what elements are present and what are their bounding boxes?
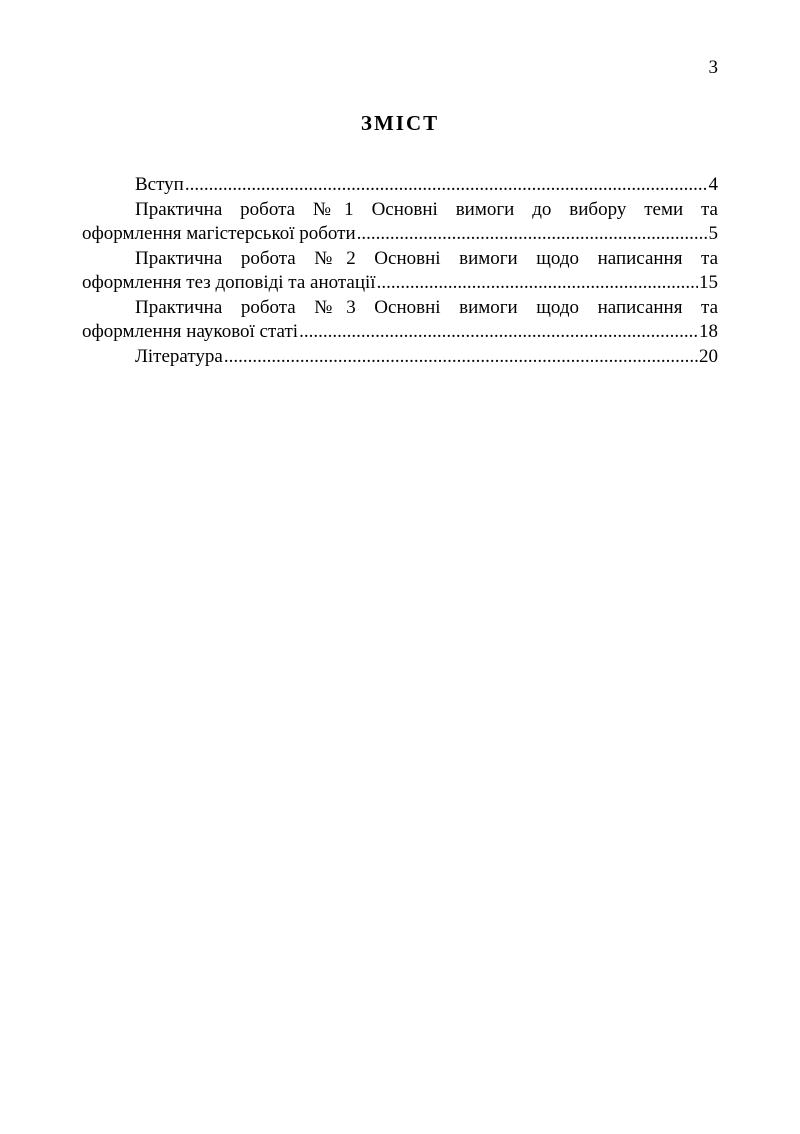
toc-entry-introduction[interactable] [82,173,718,198]
toc-entry-practical-1[interactable] [82,198,718,247]
toc-page-number: 15 [699,272,718,293]
dot-leader [185,173,708,198]
table-of-contents [82,173,718,369]
dot-leader [299,320,698,345]
toc-entry-title-line-2: оформлення тез доповіді та анотації [82,272,376,293]
toc-line [82,320,718,345]
toc-entry-practical-2[interactable] [82,247,718,296]
toc-entry-title-line-2: оформлення наукової статі [82,321,299,342]
toc-entry-title-line-1: Практична робота №1 Основні вимоги до вибору теми та [135,198,718,220]
toc-page-number: 5 [708,223,718,244]
toc-entry-title-line-1: Практична робота №2 Основні вимоги щодо написання та [135,247,718,269]
toc-line [82,173,718,198]
toc-entry-title-line-2: оформлення магістерської роботи [82,223,356,244]
toc-entry-title: Вступ [135,174,184,195]
toc-page-number: 18 [699,321,718,342]
toc-line [82,345,718,370]
dot-leader [357,222,708,247]
toc-page-number: 4 [708,174,718,195]
dot-leader [224,345,698,370]
dot-leader [377,271,698,296]
toc-entry-literature[interactable] [82,345,718,370]
toc-entry-practical-3[interactable] [82,296,718,345]
toc-page-number: 20 [699,345,718,367]
toc-line [82,222,718,247]
toc-entry-title: Література [135,345,223,367]
toc-title: ЗМІСТ [360,111,440,135]
toc-line [82,271,718,296]
page-number: 3 [708,57,718,78]
toc-entry-title-line-1: Практична робота №3 Основні вимоги щодо написання та [135,296,718,318]
